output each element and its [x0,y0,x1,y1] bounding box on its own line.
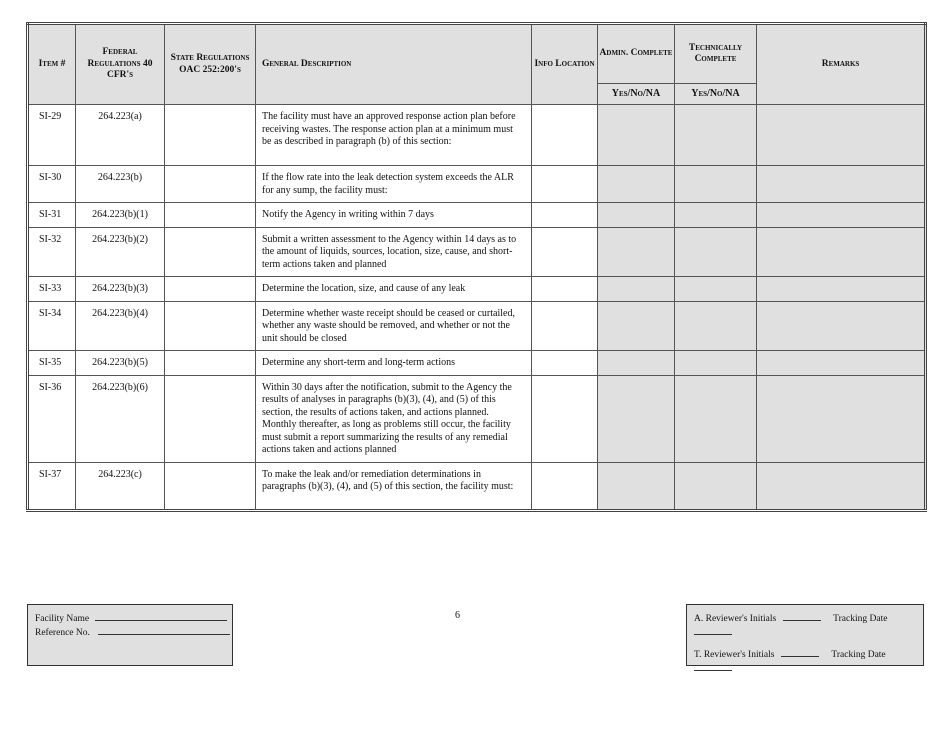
item-id: SI-31 [28,203,76,228]
admin-complete-cell[interactable] [598,105,675,166]
admin-complete-cell[interactable] [598,203,675,228]
general-description: Determine the location, size, and cause of any leak [256,277,532,302]
header-info-location: Info Location [532,24,598,105]
info-location-cell[interactable] [532,301,598,351]
remarks-cell[interactable] [757,351,926,376]
federal-citation: 264.223(b)(4) [76,301,165,351]
general-description: Submit a written assessment to the Agency within 14 days as to the amount of liquids, sources, location, size, cause, and short-term actions taken and planned [256,227,532,277]
federal-citation: 264.223(c) [76,462,165,510]
federal-citation: 264.223(b)(1) [76,203,165,228]
admin-complete-cell[interactable] [598,462,675,510]
state-citation [165,351,256,376]
state-citation [165,227,256,277]
technically-complete-cell[interactable] [675,203,757,228]
header-technically-complete: Technically Complete [675,24,757,84]
table-row [28,203,926,228]
t-reviewer-label: T. Reviewer's Initials [694,650,775,660]
state-citation [165,375,256,462]
info-location-cell[interactable] [532,227,598,277]
federal-citation: 264.223(a) [76,105,165,166]
info-location-cell[interactable] [532,351,598,376]
checklist-rows [28,105,926,511]
technically-complete-cell[interactable] [675,227,757,277]
admin-complete-cell[interactable] [598,227,675,277]
page-number: 6 [455,610,460,621]
a-reviewer-initials-field[interactable] [783,611,821,621]
state-citation [165,277,256,302]
header-tech-yes-no-na: Yes/No/NA [675,84,757,105]
facility-name-field[interactable] [95,611,227,621]
federal-citation: 264.223(b)(5) [76,351,165,376]
info-location-cell[interactable] [532,166,598,203]
reference-no-label: Reference No. [35,628,90,638]
table-row [28,462,926,510]
remarks-cell[interactable] [757,375,926,462]
technically-complete-cell[interactable] [675,166,757,203]
state-citation [165,301,256,351]
header-admin-yes-no-na: Yes/No/NA [598,84,675,105]
general-description: Determine whether waste receipt should be ceased or curtailed, whether any waste should be removed, and whether or not the unit should be closed [256,301,532,351]
remarks-cell[interactable] [757,462,926,510]
header-item: Item # [28,24,76,105]
a-tracking-date-field[interactable] [694,625,732,635]
remarks-cell[interactable] [757,227,926,277]
item-id: SI-33 [28,277,76,302]
reviewer-box [686,604,924,666]
state-citation [165,105,256,166]
header-general-description: General Description [256,24,532,105]
header-federal-regulations: Federal Regulations 40 CFR's [76,24,165,105]
admin-complete-cell[interactable] [598,375,675,462]
a-tracking-date-line [694,625,923,639]
item-id: SI-36 [28,375,76,462]
general-description: If the flow rate into the leak detection system exceeds the ALR for any sump, the facility must: [256,166,532,203]
facility-name-line [35,611,232,625]
a-tracking-date-label: Tracking Date [833,614,888,624]
facility-info-box [27,604,233,666]
t-reviewer-initials-field[interactable] [781,647,819,657]
header-state-regulations: State Regulations OAC 252:200's [165,24,256,105]
general-description: To make the leak and/or remediation determinations in paragraphs (b)(3), (4), and (5) of this section, the facility must: [256,462,532,510]
reference-no-line [35,625,232,639]
item-id: SI-30 [28,166,76,203]
table-row [28,301,926,351]
header-admin-complete: Admin. Complete [598,24,675,84]
info-location-cell[interactable] [532,277,598,302]
federal-citation: 264.223(b)(3) [76,277,165,302]
table-row [28,375,926,462]
remarks-cell[interactable] [757,203,926,228]
remarks-cell[interactable] [757,166,926,203]
info-location-cell[interactable] [532,462,598,510]
info-location-cell[interactable] [532,105,598,166]
facility-name-label: Facility Name [35,614,90,624]
technically-complete-cell[interactable] [675,105,757,166]
info-location-cell[interactable] [532,203,598,228]
technically-complete-cell[interactable] [675,375,757,462]
table-row [28,166,926,203]
admin-complete-cell[interactable] [598,351,675,376]
info-location-cell[interactable] [532,375,598,462]
item-id: SI-37 [28,462,76,510]
federal-citation: 264.223(b)(6) [76,375,165,462]
t-tracking-date-line [694,661,923,675]
admin-complete-cell[interactable] [598,277,675,302]
item-id: SI-35 [28,351,76,376]
remarks-cell[interactable] [757,301,926,351]
general-description: Determine any short-term and long-term actions [256,351,532,376]
reference-no-field[interactable] [98,625,230,635]
technically-complete-cell[interactable] [675,277,757,302]
technically-complete-cell[interactable] [675,462,757,510]
t-reviewer-line [694,647,923,661]
t-tracking-date-field[interactable] [694,661,732,671]
remarks-cell[interactable] [757,277,926,302]
table-row [28,105,926,166]
federal-citation: 264.223(b)(2) [76,227,165,277]
admin-complete-cell[interactable] [598,166,675,203]
general-description: Within 30 days after the notification, submit to the Agency the results of analyses in paragraphs (b)(3), (4), and (5) of this section, the results of actions taken, and actions planned. Monthly thereafter, as long as problems still occur, the facility must submit a report summarizing the results of any remedial actions taken and actions planned [256,375,532,462]
item-id: SI-32 [28,227,76,277]
checklist-table [26,22,927,512]
state-citation [165,462,256,510]
item-id: SI-29 [28,105,76,166]
a-reviewer-label: A. Reviewer's Initials [694,614,777,624]
table-row [28,351,926,376]
admin-complete-cell[interactable] [598,301,675,351]
general-description: The facility must have an approved response action plan before receiving wastes. The response action plan at a minimum must be as described in paragraph (b) of this section: [256,105,532,166]
a-reviewer-line [694,611,923,625]
table-row [28,277,926,302]
federal-citation: 264.223(b) [76,166,165,203]
header-remarks: Remarks [757,24,926,105]
technically-complete-cell[interactable] [675,351,757,376]
remarks-cell[interactable] [757,105,926,166]
table-row [28,227,926,277]
technically-complete-cell[interactable] [675,301,757,351]
item-id: SI-34 [28,301,76,351]
general-description: Notify the Agency in writing within 7 days [256,203,532,228]
state-citation [165,166,256,203]
state-citation [165,203,256,228]
t-tracking-date-label: Tracking Date [831,650,886,660]
